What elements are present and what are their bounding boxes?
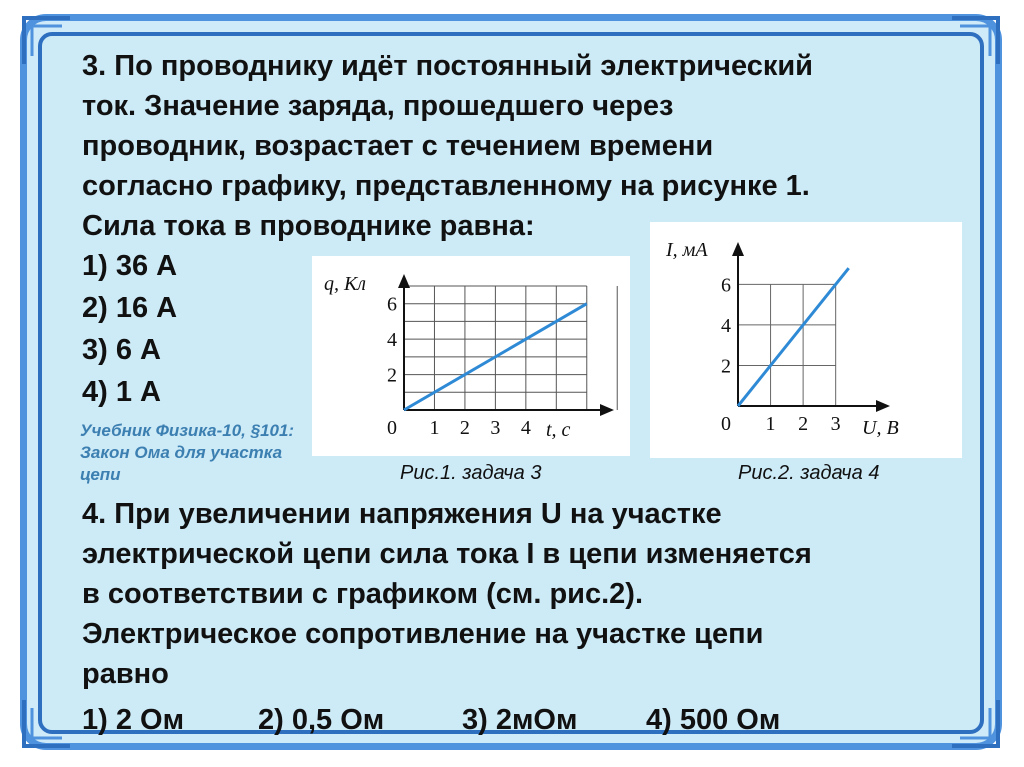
figure2-svg	[650, 222, 962, 458]
x-tick-label: 2	[798, 413, 809, 435]
x-tick-label: 1	[765, 413, 776, 435]
task4-line-2: электрической цепи сила тока I в цепи изменяется	[82, 538, 812, 570]
reference-line-3: цепи	[80, 465, 121, 484]
x-axis-arrow	[876, 400, 890, 412]
figure1-svg	[312, 256, 630, 456]
task3-line-5: Сила тока в проводнике равна:	[82, 210, 535, 242]
corner-ornament-bottom-left	[20, 696, 74, 750]
x-tick-label: 2	[459, 417, 470, 439]
task3-line-1: 3. По проводнику идёт постоянный электрический	[82, 50, 813, 82]
y-axis-arrow	[398, 274, 410, 288]
x-axis-arrow	[600, 404, 614, 416]
origin-label: 0	[721, 413, 731, 435]
y-tick-label: 2	[387, 364, 397, 387]
textbook-reference	[80, 420, 294, 486]
y-tick-label: 6	[721, 274, 731, 297]
x-tick-label: 1	[429, 417, 440, 439]
figure2-chart	[650, 222, 962, 458]
y-tick-label: 4	[721, 314, 731, 337]
task3-option-2: 2) 16 А	[82, 292, 178, 324]
task4-option-3: 3) 2мОм	[462, 704, 578, 736]
task3-option-3: 3) 6 А	[82, 334, 161, 366]
origin-label: 0	[387, 417, 397, 439]
task4-option-1: 1) 2 Ом	[82, 704, 185, 736]
task3-option-1: 1) 36 А	[82, 250, 178, 282]
task4-option-4: 4) 500 Ом	[646, 704, 781, 736]
task3-line-4: согласно графику, представленному на рисунке 1.	[82, 170, 810, 202]
x-tick-label: 3	[830, 413, 841, 435]
task4-option-2: 2) 0,5 Ом	[258, 704, 385, 736]
figure1-caption: Рис.1. задача 3	[400, 462, 542, 484]
y-axis-arrow	[732, 242, 744, 256]
figure1-chart	[312, 256, 630, 456]
task3-line-3: проводник, возрастает с течением времени	[82, 130, 714, 162]
task4-line-1: 4. При увеличении напряжения U на участке	[82, 498, 722, 530]
corner-ornament-bottom-right	[948, 696, 1002, 750]
reference-line-2: Закон Ома для участка	[80, 443, 283, 462]
corner-ornament-top-right	[948, 14, 1002, 68]
figure2-caption: Рис.2. задача 4	[738, 462, 880, 484]
x-axis-label: t, с	[546, 419, 571, 441]
corner-ornament-top-left	[20, 14, 74, 68]
y-axis-label: q, Кл	[324, 273, 367, 295]
y-tick-label: 4	[387, 329, 397, 352]
y-tick-label: 2	[721, 355, 731, 378]
task4-line-5: равно	[82, 658, 169, 690]
task3-option-4: 4) 1 А	[82, 376, 161, 408]
task4-line-3: в соответствии с графиком (см. рис.2).	[82, 578, 644, 610]
x-tick-label: 4	[520, 417, 531, 439]
task4-line-4: Электрическое сопротивление на участке цепи	[82, 618, 764, 650]
task3-line-2: ток. Значение заряда, прошедшего через	[82, 90, 674, 122]
x-axis-label: U, В	[862, 417, 899, 439]
data-line	[738, 268, 849, 406]
y-axis-label: I, мА	[666, 239, 708, 261]
y-tick-label: 6	[387, 293, 397, 316]
reference-line-1: Учебник Физика-10, §101:	[80, 421, 295, 440]
x-tick-label: 3	[490, 417, 501, 439]
